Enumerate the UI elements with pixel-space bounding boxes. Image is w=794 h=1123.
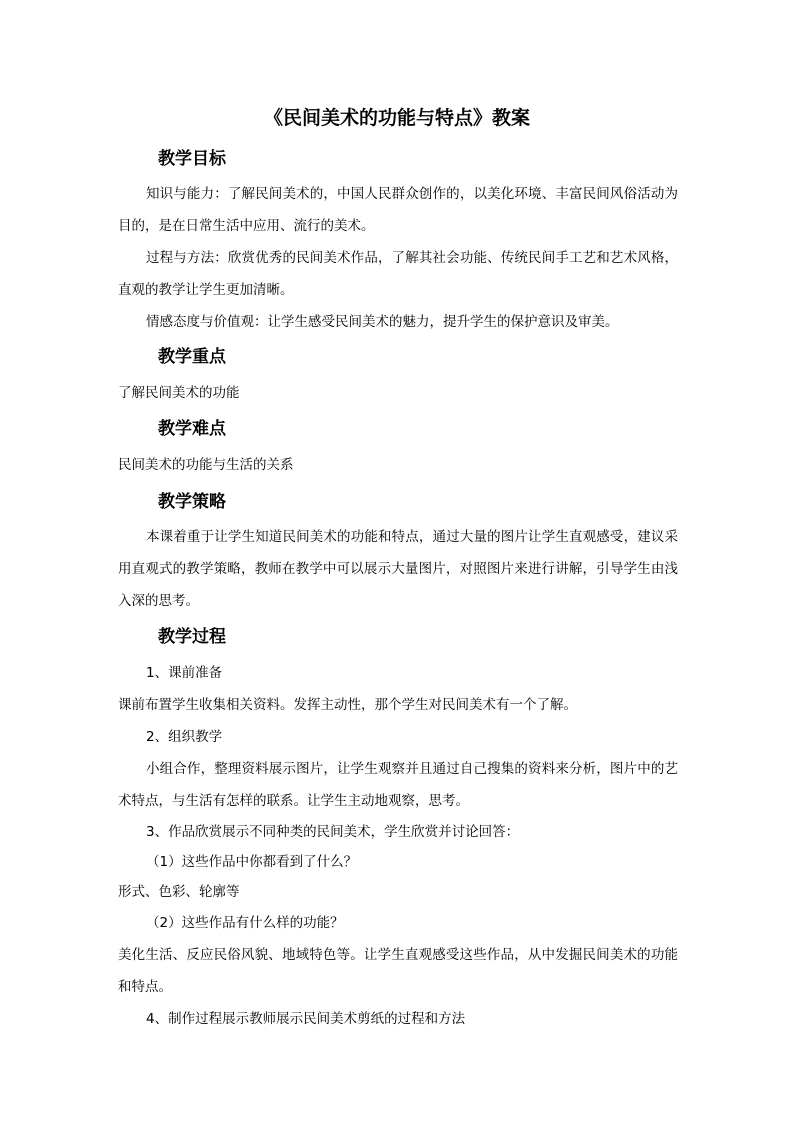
process-step-1: 1、课前准备 bbox=[146, 665, 223, 681]
heading-keypoint: 教学重点 bbox=[158, 347, 226, 367]
process-answer-1: 形式、色彩、轮廓等 bbox=[118, 884, 240, 900]
process-step-2: 2、组织教学 bbox=[146, 729, 223, 745]
objectives-attitude: 情感态度与价值观：让学生感受民间美术的魅力，提升学生的保护意识及审美。 bbox=[146, 314, 619, 330]
keypoint-text: 了解民间美术的功能 bbox=[118, 385, 240, 401]
difficulty-text: 民间美术的功能与生活的关系 bbox=[118, 457, 294, 473]
process-question-1: （1）这些作品中你都看到了什么？ bbox=[146, 854, 358, 870]
heading-difficulty: 教学难点 bbox=[158, 419, 226, 439]
heading-objectives: 教学目标 bbox=[158, 149, 226, 169]
heading-process: 教学过程 bbox=[158, 627, 226, 647]
process-step-3: 3、作品欣赏展示不同种类的民间美术，学生欣赏并讨论回答： bbox=[146, 824, 520, 840]
process-step-2-text: 小组合作，整理资料展示图片，让学生观察并且通过自己搜集的资料来分析，图片中的艺术特点，与生活有怎样的联系。让学生主动地观察，思考。 bbox=[118, 761, 678, 809]
process-step-1-text: 课前布置学生收集相关资料。发挥主动性，那个学生对民间美术有一个了解。 bbox=[118, 697, 577, 713]
strategy-text: 本课着重于让学生知道民间美术的功能和特点，通过大量的图片让学生直观感受，建议采用直观式的教学策略，教师在教学中可以展示大量图片，对照图片来进行讲解，引导学生由浅入深的思考。 bbox=[118, 529, 678, 609]
process-question-2: （2）这些作品有什么样的功能？ bbox=[146, 915, 344, 931]
objectives-process: 过程与方法：欣赏优秀的民间美术作品，了解其社会功能、传统民间手工艺和艺术风格，直观的教学让学生更加清晰。 bbox=[118, 250, 678, 298]
process-answer-2: 美化生活、反应民俗风貌、地域特色等。让学生直观感受这些作品，从中发掘民间美术的功能和特点。 bbox=[118, 947, 678, 995]
objectives-knowledge: 知识与能力：了解民间美术的，中国人民群众创作的，以美化环境、丰富民间风俗活动为目的，是在日常生活中应用、流行的美术。 bbox=[118, 186, 678, 234]
heading-strategy: 教学策略 bbox=[158, 492, 226, 512]
document-title: 《民间美术的功能与特点》教案 bbox=[263, 107, 530, 129]
process-step-4: 4、制作过程展示教师展示民间美术剪纸的过程和方法 bbox=[146, 1011, 466, 1027]
